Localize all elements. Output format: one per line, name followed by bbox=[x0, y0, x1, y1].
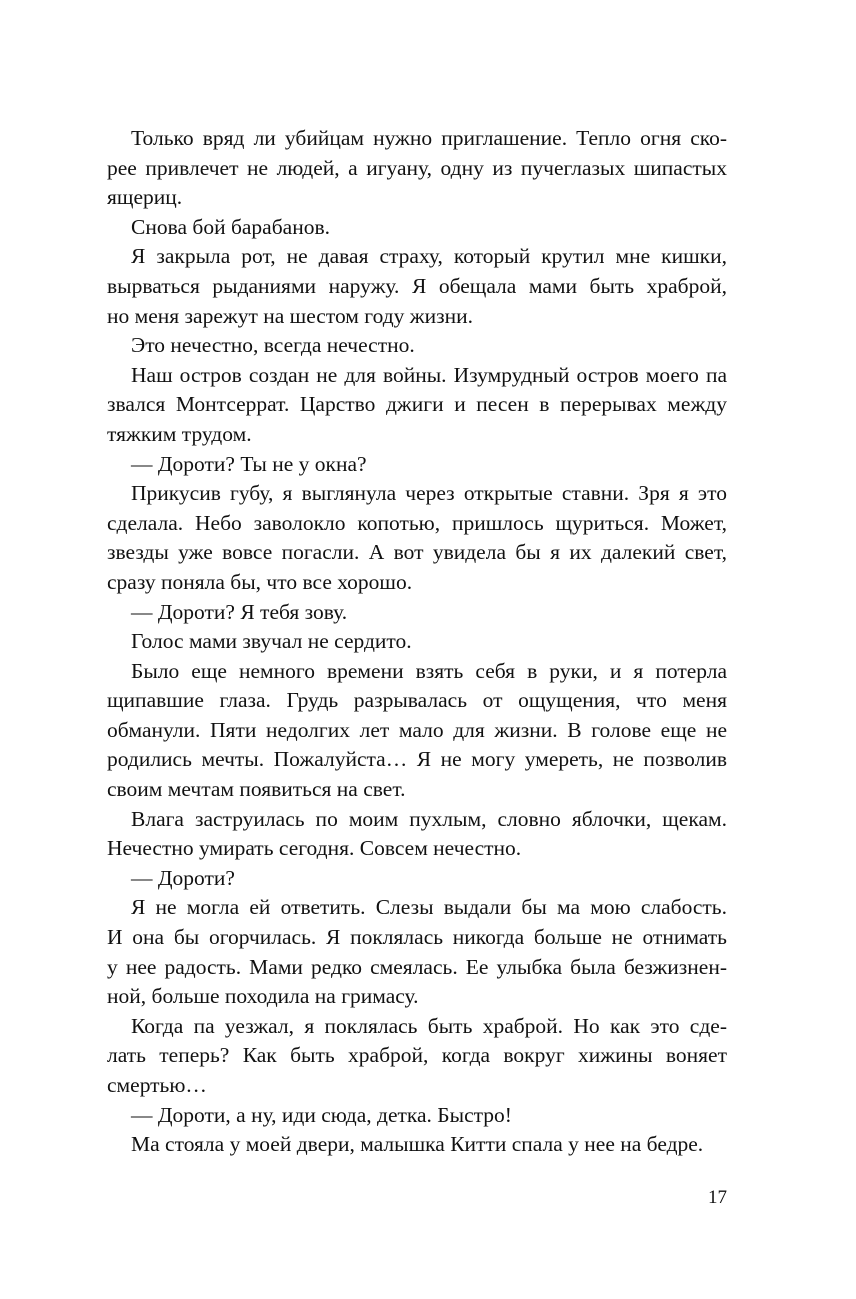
text-line: Наш остров создан не для войны. Изумрудный остров моего па bbox=[131, 362, 727, 387]
paragraph bbox=[107, 450, 727, 480]
paragraph bbox=[107, 627, 727, 657]
paragraph bbox=[107, 1101, 727, 1131]
page-number: 17 bbox=[708, 1187, 727, 1208]
text-line: звезды уже вовсе погасли. А вот увидела бы я их далекий свет, bbox=[107, 540, 727, 565]
page-text bbox=[107, 124, 727, 1160]
text-line: у нее радость. Мами редко смеялась. Ее улыбка была безжизнен- bbox=[107, 954, 727, 979]
text-line: И она бы огорчилась. Я поклялась никогда больше не отнимать bbox=[107, 925, 727, 950]
text-line: Нечестно умирать сегодня. Совсем нечестно. bbox=[107, 836, 522, 861]
text-line: Я не могла ей ответить. Слезы выдали бы ма мою слабость. bbox=[131, 895, 727, 920]
text-line: — Дороти? Я тебя зову. bbox=[131, 599, 348, 624]
text-line: сделала. Небо заволокло копотью, пришлось щуриться. Может, bbox=[107, 510, 727, 535]
paragraph bbox=[107, 657, 727, 805]
text-line: Голос мами звучал не сердито. bbox=[131, 629, 412, 654]
paragraph bbox=[107, 1012, 727, 1101]
text-line: рее привлечет не людей, а игуану, одну из пучеглазых шипастых bbox=[107, 155, 727, 180]
text-line: вырваться рыданиями наружу. Я обещала мами быть храброй, bbox=[107, 273, 727, 298]
text-line: — Дороти? bbox=[131, 865, 235, 890]
text-line: но меня зарежут на шестом году жизни. bbox=[107, 303, 474, 328]
paragraph bbox=[107, 479, 727, 597]
text-line: обманули. Пяти недолгих лет мало для жизни. В голове еще не bbox=[107, 717, 727, 742]
text-line: Снова бой барабанов. bbox=[131, 214, 330, 239]
paragraph bbox=[107, 242, 727, 331]
text-line: Ма стояла у моей двери, малышка Китти спала у нее на бедре. bbox=[131, 1132, 704, 1157]
paragraph bbox=[107, 864, 727, 894]
text-line: — Дороти? Ты не у окна? bbox=[131, 451, 367, 476]
text-line: сразу поняла бы, что все хорошо. bbox=[107, 569, 413, 594]
text-line: Было еще немного времени взять себя в руки, и я потерла bbox=[131, 658, 727, 683]
text-line: щипавшие глаза. Грудь разрывалась от ощущения, что меня bbox=[107, 688, 727, 713]
paragraph bbox=[107, 598, 727, 628]
text-line: Я закрыла рот, не давая страху, который крутил мне кишки, bbox=[131, 244, 727, 269]
text-line: своим мечтам появиться на свет. bbox=[107, 777, 406, 802]
paragraph bbox=[107, 331, 727, 361]
paragraph bbox=[107, 805, 727, 864]
text-line: — Дороти, а ну, иди сюда, детка. Быстро! bbox=[131, 1102, 512, 1127]
paragraph bbox=[107, 361, 727, 450]
paragraph bbox=[107, 124, 727, 213]
text-line: тяжким трудом. bbox=[107, 421, 252, 446]
text-line: Это нечестно, всегда нечестно. bbox=[131, 333, 415, 358]
text-line: смертью… bbox=[107, 1073, 207, 1097]
text-line: родились мечты. Пожалуйста… Я не могу умереть, не позволив bbox=[107, 747, 727, 772]
text-line: Влага заструилась по моим пухлым, словно яблочки, щекам. bbox=[131, 806, 727, 831]
paragraph bbox=[107, 1130, 727, 1160]
text-line: Прикусив губу, я выглянула через открытые ставни. Зря я это bbox=[131, 481, 727, 506]
text-line: ной, больше походила на гримасу. bbox=[107, 984, 419, 1009]
paragraph bbox=[107, 213, 727, 243]
text-line: звался Монтсеррат. Царство джиги и песен в перерывах между bbox=[107, 392, 727, 417]
text-line: лать теперь? Как быть храброй, когда вокруг хижины воняет bbox=[107, 1043, 727, 1068]
text-line: ящериц. bbox=[107, 185, 183, 210]
paragraph bbox=[107, 893, 727, 1011]
text-line: Когда па уезжал, я поклялась быть храброй. Но как это сде- bbox=[131, 1013, 727, 1038]
text-line: Только вряд ли убийцам нужно приглашение. Тепло огня ско- bbox=[131, 126, 727, 150]
